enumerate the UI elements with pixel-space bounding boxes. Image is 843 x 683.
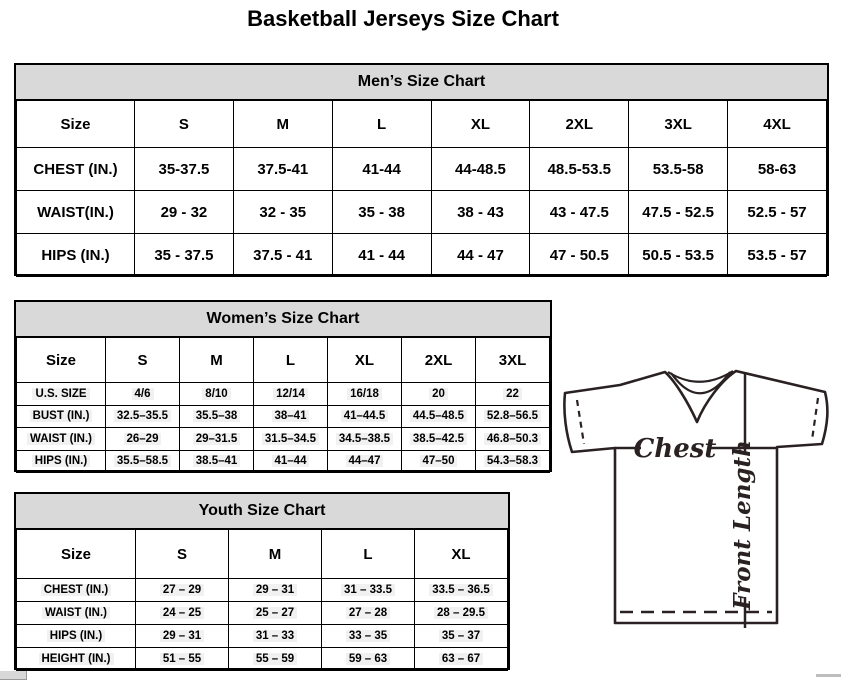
- size-value: [136, 625, 229, 648]
- size-value: 58-63: [728, 148, 827, 191]
- highlighted-text: WAIST (IN.): [42, 607, 110, 619]
- measurement-row: [17, 383, 550, 406]
- size-value: [254, 450, 328, 473]
- size-value: [180, 405, 254, 428]
- size-value: [415, 579, 508, 602]
- highlighted-text: 47–50: [420, 455, 458, 467]
- size-value: 47 - 50.5: [530, 234, 629, 277]
- row-label: [17, 450, 106, 473]
- highlighted-text: 29 – 31: [160, 630, 204, 642]
- highlighted-text: 31.5–34.5: [262, 433, 319, 445]
- size-value: [322, 648, 415, 671]
- highlighted-text: 46.8–50.3: [484, 433, 541, 445]
- size-value: [136, 602, 229, 625]
- mens-size-chart: [14, 63, 829, 276]
- highlighted-text: 33.5 – 36.5: [429, 584, 493, 596]
- size-value: [328, 450, 402, 473]
- size-value: [106, 450, 180, 473]
- size-value: [402, 405, 476, 428]
- womens-chart-header: Women’s Size Chart: [16, 302, 550, 337]
- womens-size-chart: [14, 300, 552, 472]
- measurement-row: [17, 191, 827, 234]
- size-corner-header: Size: [17, 338, 106, 383]
- front-length-label-group: [727, 440, 756, 611]
- size-value: [415, 602, 508, 625]
- size-corner-header: Size: [17, 101, 135, 148]
- row-label: [17, 648, 136, 671]
- highlighted-text: 22: [503, 388, 522, 400]
- measurement-row: [17, 579, 508, 602]
- size-value: 48.5-53.5: [530, 148, 629, 191]
- front-length-label: Front Length: [729, 440, 756, 610]
- size-value: [415, 625, 508, 648]
- measurement-row: [17, 148, 827, 191]
- highlighted-text: HEIGHT (IN.): [39, 653, 114, 665]
- size-value: [328, 405, 402, 428]
- size-value: 29 - 32: [135, 191, 234, 234]
- highlighted-text: 38–41: [272, 410, 310, 422]
- size-value: [402, 450, 476, 473]
- size-value: [254, 405, 328, 428]
- highlighted-text: 12/14: [273, 388, 308, 400]
- youth-chart-header: Youth Size Chart: [16, 494, 508, 529]
- size-value: 52.5 - 57: [728, 191, 827, 234]
- highlighted-text: 31 – 33.5: [341, 584, 395, 596]
- highlighted-text: HIPS (IN.): [32, 455, 90, 467]
- highlighted-text: 52.8–56.5: [484, 410, 541, 422]
- highlighted-text: 24 – 25: [160, 607, 204, 619]
- size-value: [476, 405, 550, 428]
- size-header-row: [17, 338, 550, 383]
- size-value: [229, 602, 322, 625]
- size-value: [229, 579, 322, 602]
- highlighted-text: 26–29: [124, 433, 162, 445]
- column-header-3xl: 3XL: [476, 338, 550, 383]
- column-header-xl: XL: [415, 530, 508, 579]
- highlighted-text: BUST (IN.): [30, 410, 93, 422]
- highlighted-text: 20: [429, 388, 448, 400]
- row-label: WAIST(IN.): [17, 191, 135, 234]
- highlighted-text: WAIST (IN.): [27, 433, 95, 445]
- highlighted-text: 44–47: [346, 455, 384, 467]
- column-header-s: S: [135, 101, 234, 148]
- highlighted-text: 32.5–35.5: [114, 410, 171, 422]
- highlighted-text: 29 – 31: [253, 584, 297, 596]
- highlighted-text: 41–44.5: [341, 410, 389, 422]
- row-label: [17, 405, 106, 428]
- measurement-row: [17, 450, 550, 473]
- row-label: HIPS (IN.): [17, 234, 135, 277]
- size-value: [415, 648, 508, 671]
- size-value: [476, 428, 550, 451]
- youth-size-chart: [14, 492, 510, 670]
- highlighted-text: 29–31.5: [193, 433, 241, 445]
- column-header-l: L: [332, 101, 431, 148]
- measurement-row: [17, 405, 550, 428]
- highlighted-text: 63 – 67: [439, 653, 483, 665]
- size-value: 53.5 - 57: [728, 234, 827, 277]
- jersey-measurement-diagram: [556, 360, 842, 678]
- highlighted-text: U.S. SIZE: [32, 388, 89, 400]
- size-value: 35-37.5: [135, 148, 234, 191]
- size-value: 38 - 43: [431, 191, 530, 234]
- column-header-m: M: [229, 530, 322, 579]
- highlighted-text: 31 – 33: [253, 630, 297, 642]
- size-header-row: [17, 101, 827, 148]
- size-value: [322, 625, 415, 648]
- highlighted-text: 59 – 63: [346, 653, 390, 665]
- size-value: 41-44: [332, 148, 431, 191]
- highlighted-text: 25 – 27: [253, 607, 297, 619]
- column-header-m: M: [233, 101, 332, 148]
- size-value: [136, 648, 229, 671]
- highlighted-text: 54.3–58.3: [484, 455, 541, 467]
- highlighted-text: 44.5–48.5: [410, 410, 467, 422]
- size-value: 37.5 - 41: [233, 234, 332, 277]
- column-header-m: M: [180, 338, 254, 383]
- highlighted-text: 35.5–58.5: [114, 455, 171, 467]
- highlighted-text: 51 – 55: [160, 653, 204, 665]
- measurement-row: [17, 648, 508, 671]
- highlighted-text: 4/6: [132, 388, 154, 400]
- size-value: 43 - 47.5: [530, 191, 629, 234]
- column-header-l: L: [254, 338, 328, 383]
- mens-chart-header: Men’s Size Chart: [16, 65, 827, 100]
- size-corner-header: Size: [17, 530, 136, 579]
- size-value: [180, 428, 254, 451]
- jersey-diagram-svg: [556, 360, 842, 678]
- measurement-row: [17, 602, 508, 625]
- highlighted-text: 55 – 59: [253, 653, 297, 665]
- size-value: [254, 383, 328, 406]
- size-value: [476, 450, 550, 473]
- size-value: [402, 383, 476, 406]
- size-value: 44 - 47: [431, 234, 530, 277]
- measurement-row: [17, 625, 508, 648]
- row-label: [17, 428, 106, 451]
- size-value: [254, 428, 328, 451]
- jersey-outline: [564, 371, 827, 623]
- column-header-2xl: 2XL: [402, 338, 476, 383]
- size-value: 37.5-41: [233, 148, 332, 191]
- highlighted-text: 41–44: [272, 455, 310, 467]
- mens-size-table: [16, 100, 827, 277]
- size-value: 35 - 38: [332, 191, 431, 234]
- highlighted-text: 35 – 37: [439, 630, 483, 642]
- chest-label: Chest: [633, 434, 717, 464]
- column-header-3xl: 3XL: [629, 101, 728, 148]
- highlighted-text: 33 – 35: [346, 630, 390, 642]
- womens-size-table: [16, 337, 550, 473]
- size-value: 47.5 - 52.5: [629, 191, 728, 234]
- size-value: [106, 383, 180, 406]
- column-header-l: L: [322, 530, 415, 579]
- size-value: [328, 383, 402, 406]
- row-label: [17, 579, 136, 602]
- column-header-s: S: [136, 530, 229, 579]
- size-value: 41 - 44: [332, 234, 431, 277]
- size-value: [322, 602, 415, 625]
- highlighted-text: 34.5–38.5: [336, 433, 393, 445]
- column-header-2xl: 2XL: [530, 101, 629, 148]
- row-label: [17, 383, 106, 406]
- column-header-4xl: 4XL: [728, 101, 827, 148]
- column-header-s: S: [106, 338, 180, 383]
- size-value: [229, 648, 322, 671]
- youth-size-table: [16, 529, 508, 671]
- size-value: [180, 450, 254, 473]
- highlighted-text: 27 – 28: [346, 607, 390, 619]
- page-title: Basketball Jerseys Size Chart: [247, 6, 559, 31]
- size-header-row: [17, 530, 508, 579]
- column-header-xl: XL: [431, 101, 530, 148]
- highlighted-text: CHEST (IN.): [41, 584, 112, 596]
- size-value: [322, 579, 415, 602]
- measurement-row: [17, 234, 827, 277]
- size-value: [106, 405, 180, 428]
- size-value: 35 - 37.5: [135, 234, 234, 277]
- highlighted-text: 28 – 29.5: [434, 607, 488, 619]
- bottom-right-ui-fragment: [816, 674, 841, 677]
- measurement-row: [17, 428, 550, 451]
- highlighted-text: 16/18: [347, 388, 382, 400]
- size-value: 50.5 - 53.5: [629, 234, 728, 277]
- size-value: [328, 428, 402, 451]
- row-label: CHEST (IN.): [17, 148, 135, 191]
- highlighted-text: 35.5–38: [193, 410, 241, 422]
- highlighted-text: 38.5–42.5: [410, 433, 467, 445]
- size-value: 53.5-58: [629, 148, 728, 191]
- row-label: [17, 625, 136, 648]
- size-value: [136, 579, 229, 602]
- size-value: 32 - 35: [233, 191, 332, 234]
- highlighted-text: 27 – 29: [160, 584, 204, 596]
- size-value: 44-48.5: [431, 148, 530, 191]
- highlighted-text: 8/10: [202, 388, 230, 400]
- highlighted-text: HIPS (IN.): [47, 630, 105, 642]
- row-label: [17, 602, 136, 625]
- size-value: [106, 428, 180, 451]
- size-value: [229, 625, 322, 648]
- size-value: [402, 428, 476, 451]
- size-value: [180, 383, 254, 406]
- highlighted-text: 38.5–41: [193, 455, 241, 467]
- column-header-xl: XL: [328, 338, 402, 383]
- size-value: [476, 383, 550, 406]
